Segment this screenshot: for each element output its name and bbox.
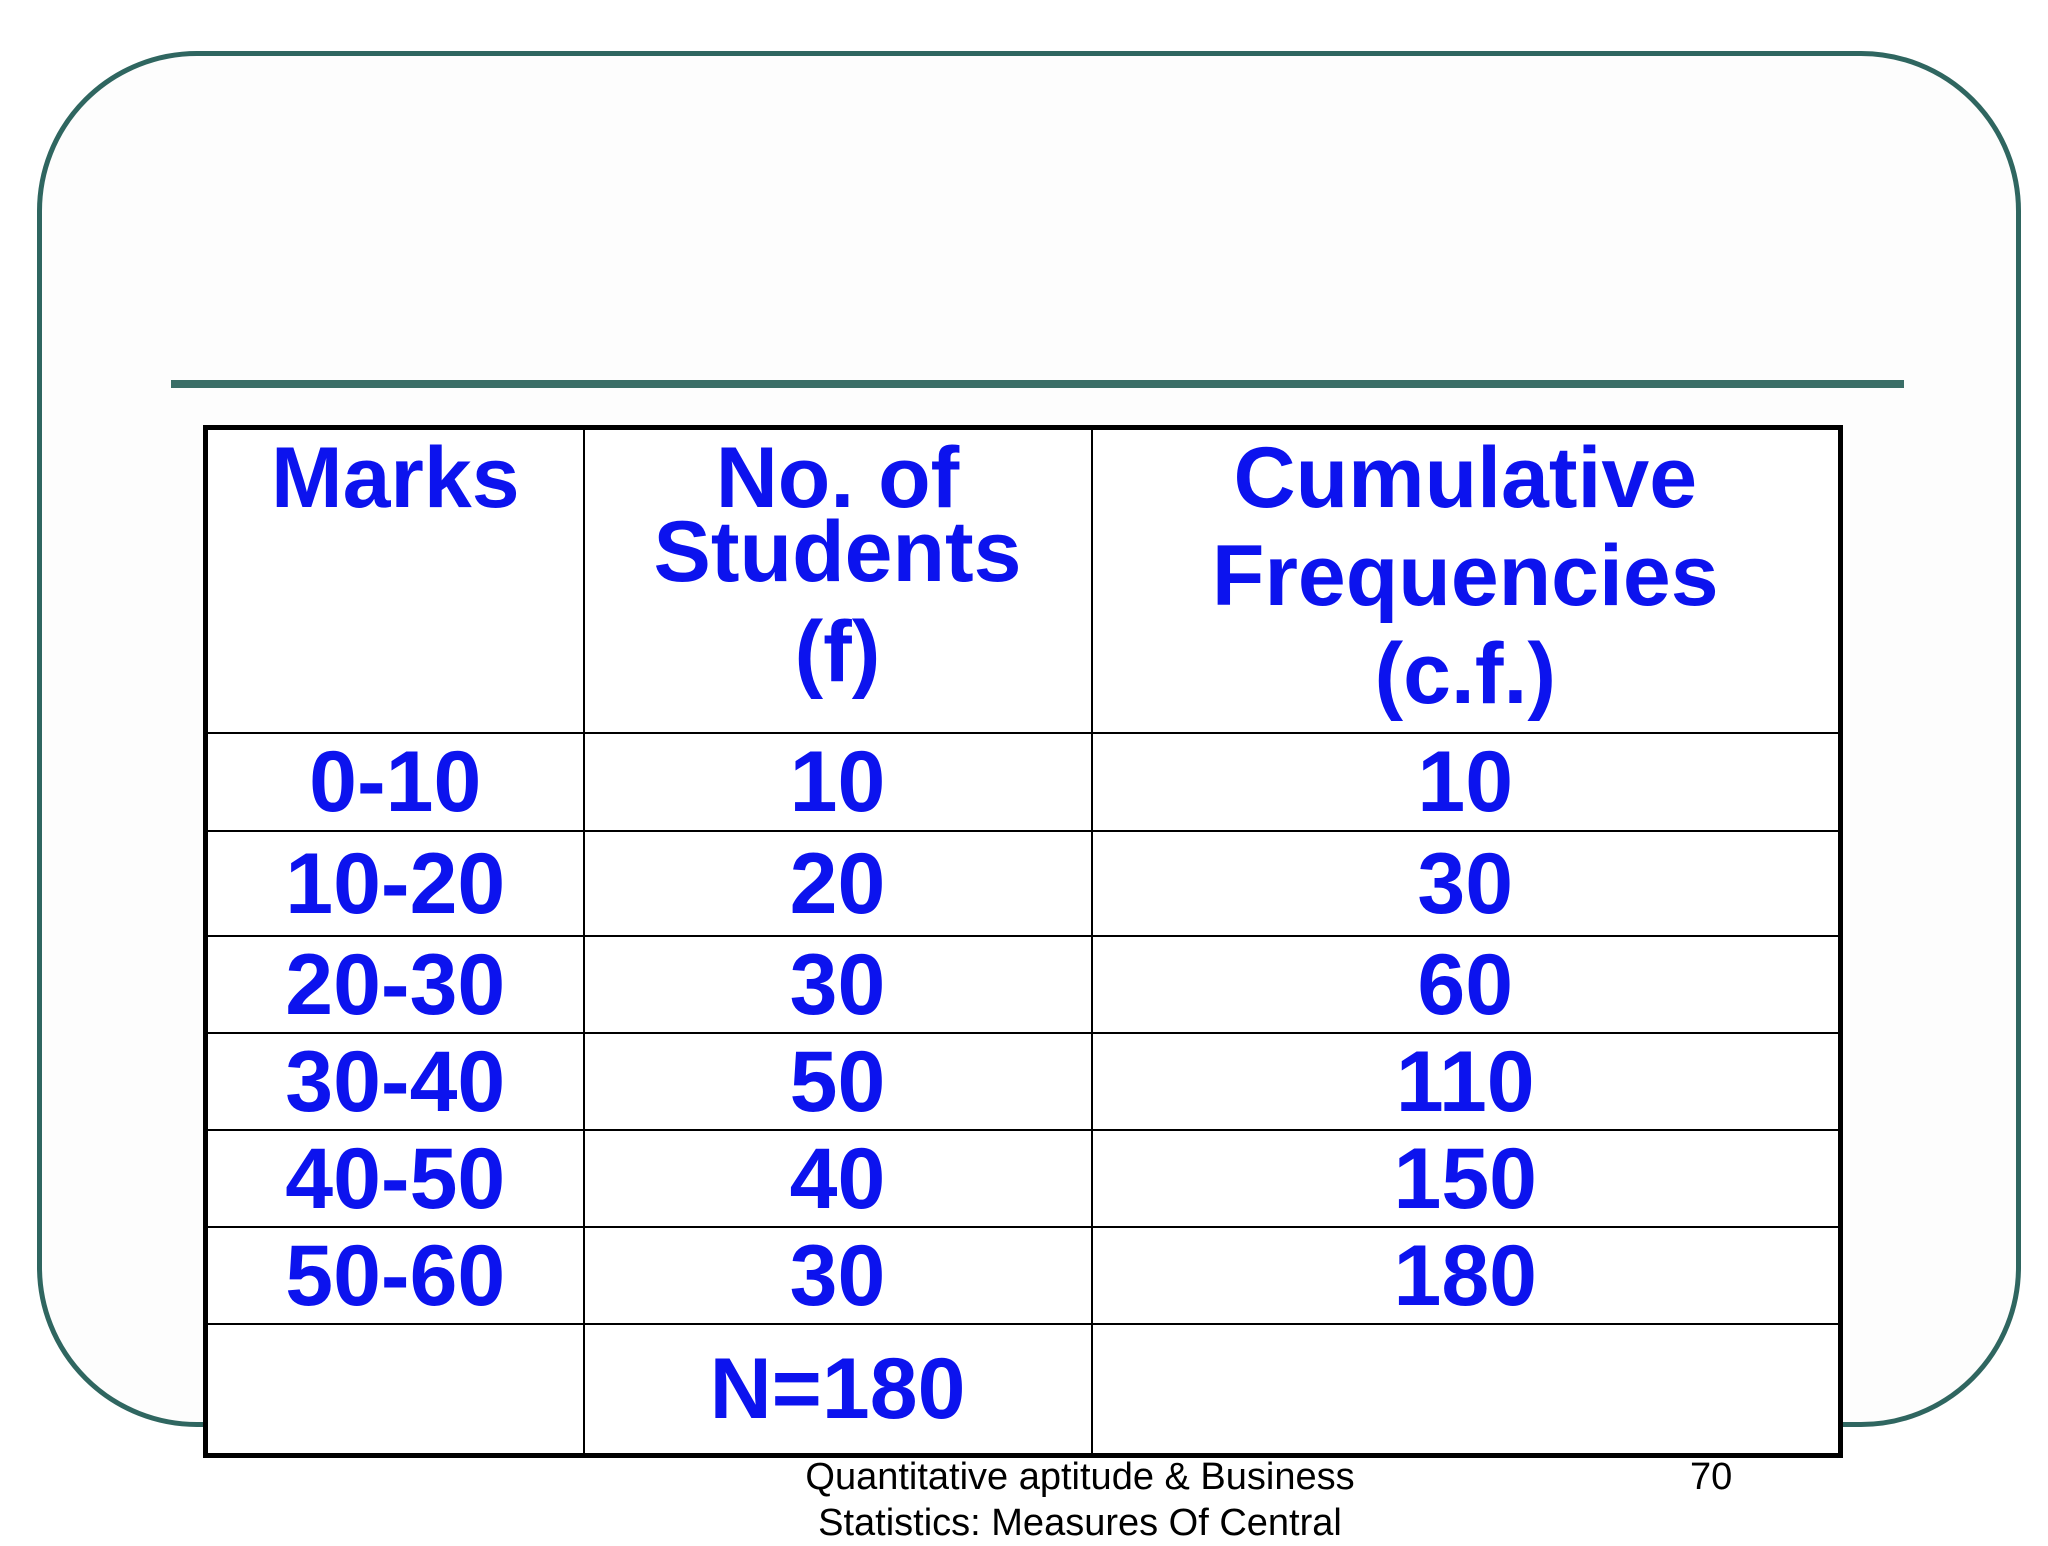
cell-marks: 20-30 [206,936,584,1033]
header-students [584,428,1092,734]
header-cumulative [1092,428,1841,734]
header-cumulative-line-2: Frequencies [1211,528,1719,624]
cell-cf: 180 [1092,1227,1841,1324]
cell-cf: 60 [1092,936,1841,1033]
slide-footer [720,1454,1440,1546]
cell-marks: 50-60 [206,1227,584,1324]
header-marks-label: Marks [270,430,520,526]
table-row [206,733,1841,831]
cell-marks: 0-10 [206,733,584,831]
title-divider [171,380,1904,388]
table-total-row [206,1324,1841,1455]
cell-students: 20 [584,831,1092,936]
table-row [206,831,1841,936]
table-header-row [206,428,1841,734]
cell-students: 10 [584,733,1092,831]
total-students-cell: N=180 [584,1324,1092,1455]
total-cf-cell [1092,1324,1841,1455]
table-row [206,1130,1841,1227]
cell-students: 30 [584,1227,1092,1324]
header-students-line-2: Students [653,504,1022,600]
cell-marks: 10-20 [206,831,584,936]
cell-students: 40 [584,1130,1092,1227]
footer-line-1: Quantitative aptitude & Business [805,1456,1355,1498]
header-marks [206,428,584,734]
cell-students: 30 [584,936,1092,1033]
table-row [206,936,1841,1033]
cell-cf: 30 [1092,831,1841,936]
footer-line-2: Statistics: Measures Of Central [818,1502,1342,1544]
header-cumulative-line-3: (c.f.) [1374,626,1557,722]
header-students-line-3: (f) [794,604,881,700]
cell-marks: 40-50 [206,1130,584,1227]
cell-cf: 10 [1092,733,1841,831]
cell-cf: 150 [1092,1130,1841,1227]
header-cumulative-line-1: Cumulative [1233,430,1698,526]
header-students-line-1: No. of [715,430,960,526]
cell-cf: 110 [1092,1033,1841,1130]
table-row [206,1033,1841,1130]
frequency-table [203,425,1843,1458]
cell-marks: 30-40 [206,1033,584,1130]
page-number: 70 [1690,1456,1733,1498]
total-marks-cell [206,1324,584,1455]
cell-students: 50 [584,1033,1092,1130]
table-row [206,1227,1841,1324]
